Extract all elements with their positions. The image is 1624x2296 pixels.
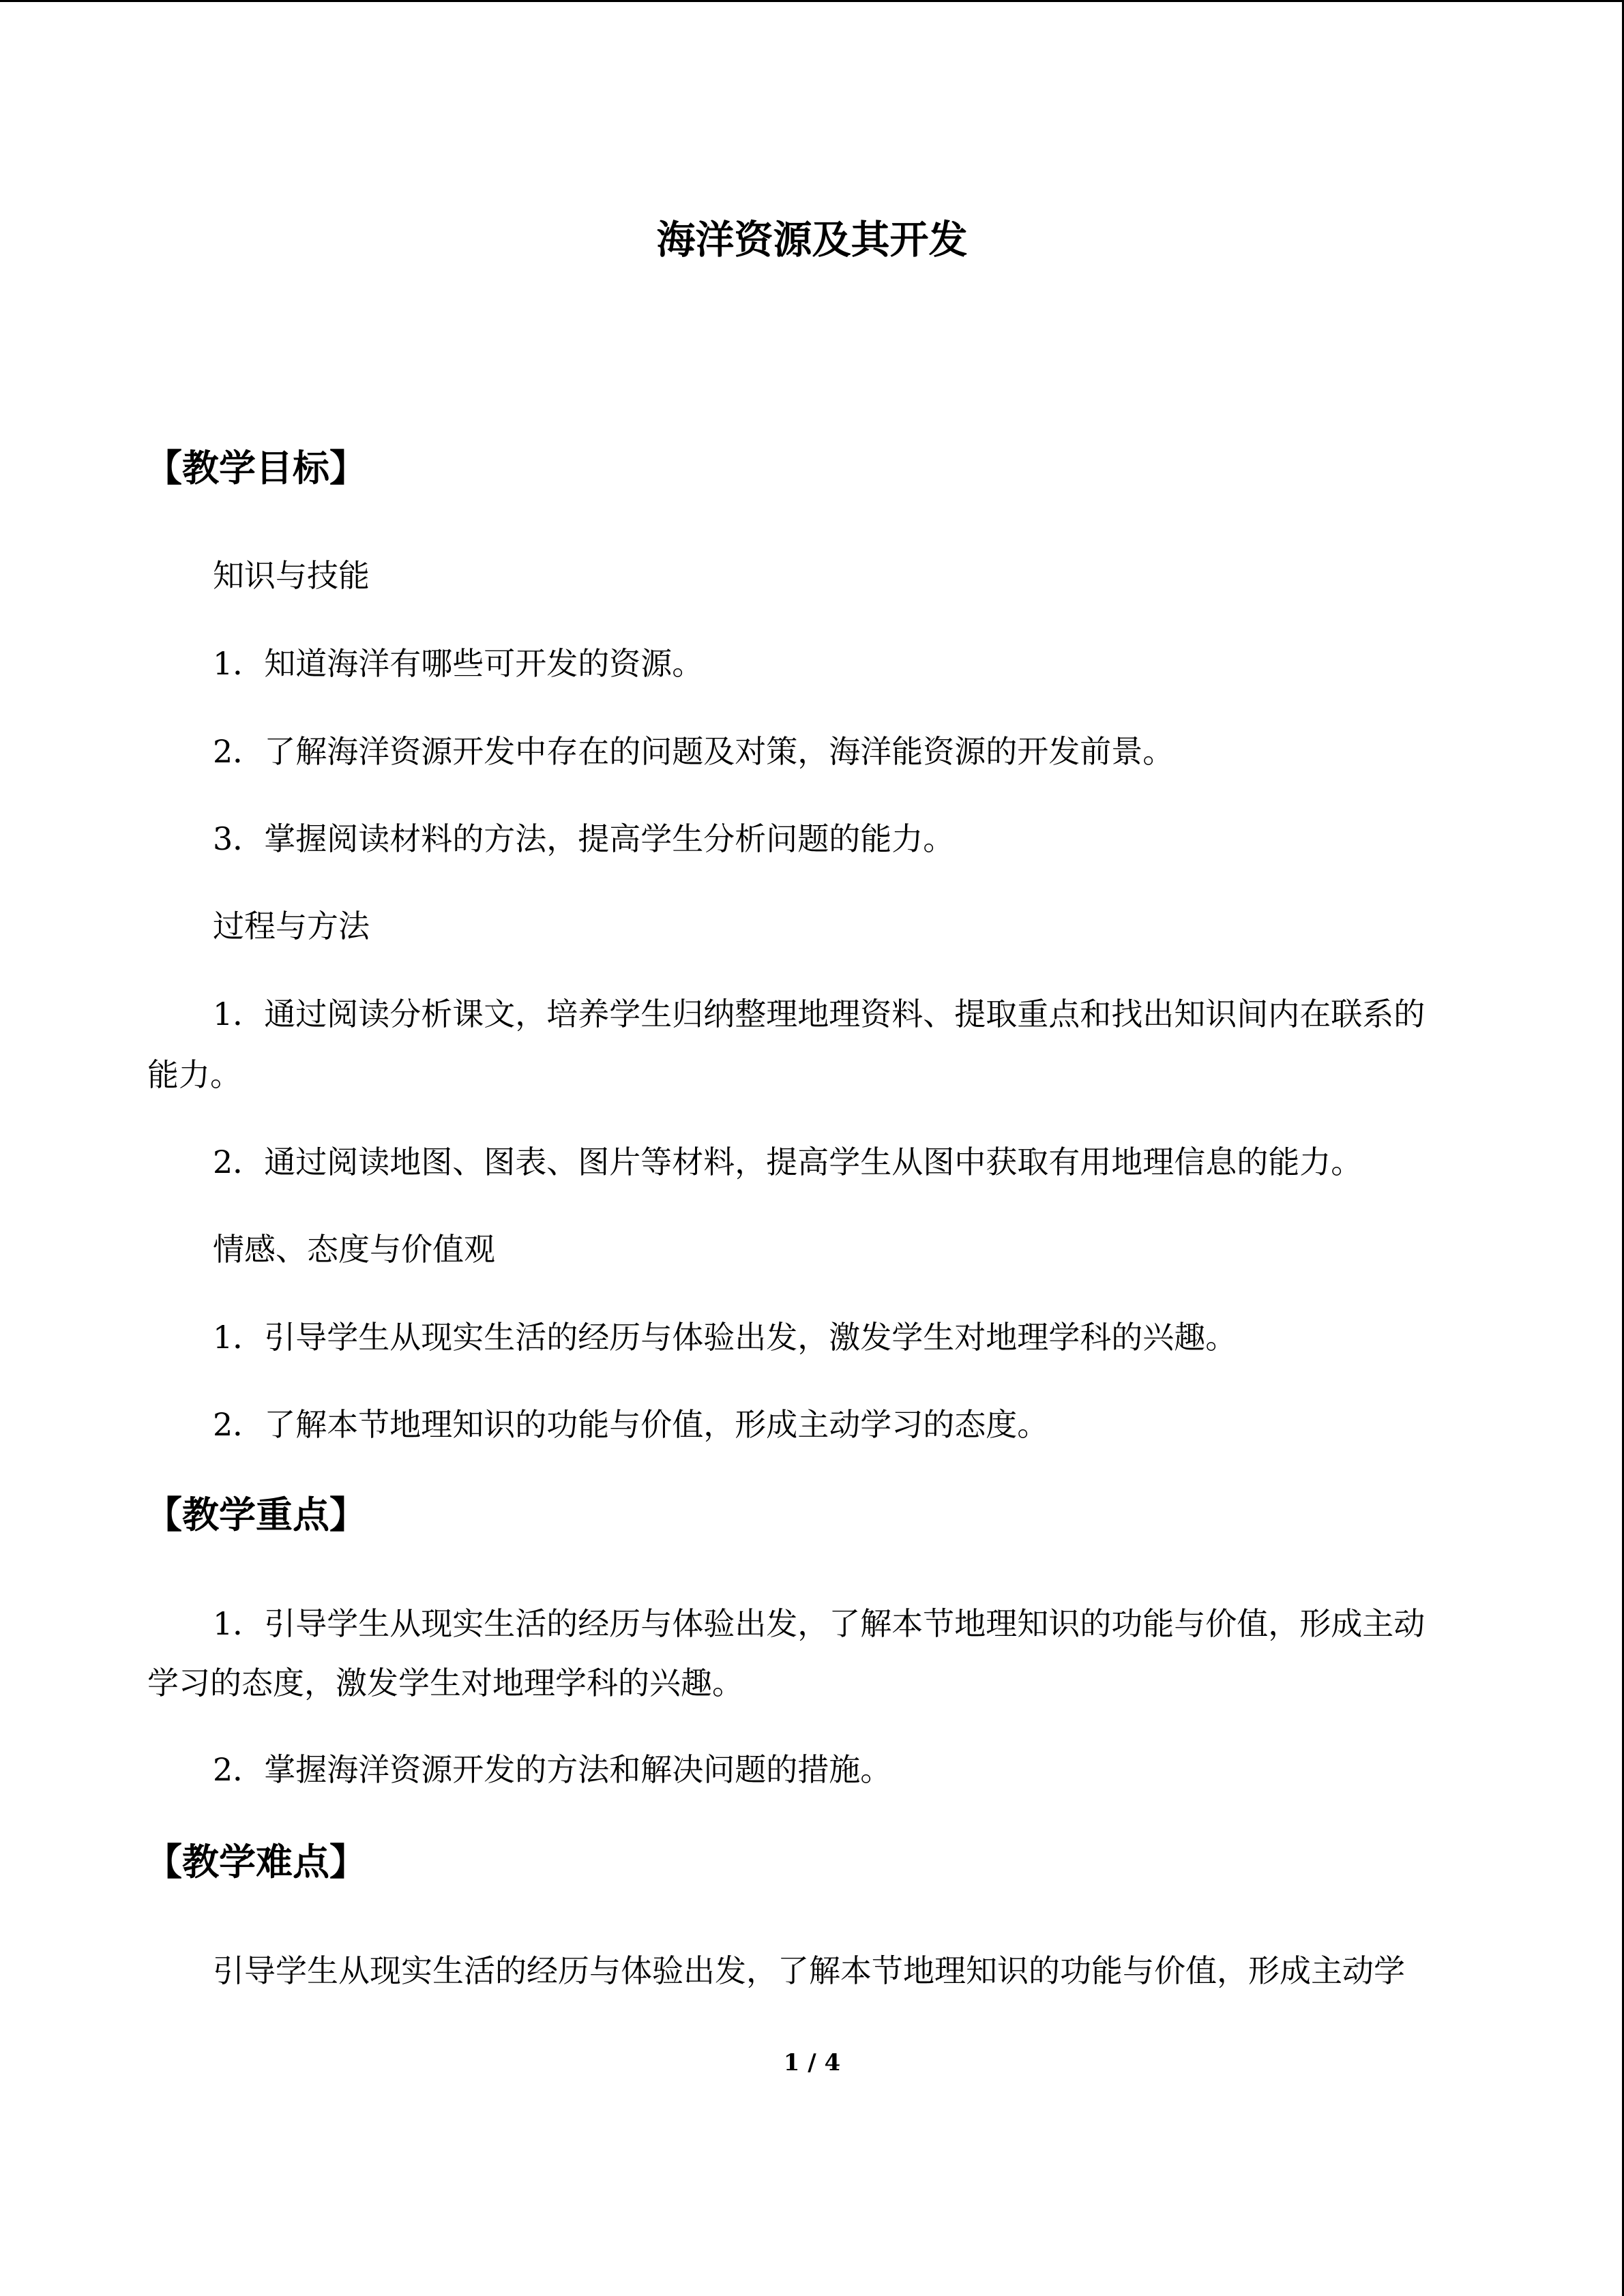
page-top-border (0, 0, 1624, 2)
process-item-1-line-2: 能力。 (147, 1056, 241, 1093)
section-heading-key-points: 【教学重点】 (145, 1493, 366, 1536)
section-heading-objectives: 【教学目标】 (145, 446, 366, 490)
key-point-item-1-line-2: 学习的态度，激发学生对地理学科的兴趣。 (147, 1665, 743, 1701)
emotion-item-1: 1．引导学生从现实生活的经历与体验出发，激发学生对地理学科的兴趣。 (213, 1319, 1237, 1356)
knowledge-item-3: 3．掌握阅读材料的方法，提高学生分析问题的能力。 (213, 820, 955, 857)
knowledge-item-1: 1．知道海洋有哪些可开发的资源。 (213, 645, 704, 682)
subheading-process-methods: 过程与方法 (213, 908, 370, 944)
subheading-knowledge-skills: 知识与技能 (213, 557, 370, 594)
key-point-item-2: 2．掌握海洋资源开发的方法和解决问题的措施。 (213, 1751, 892, 1788)
process-item-2: 2．通过阅读地图、图表、图片等材料，提高学生从图中获取有用地理信息的能力。 (213, 1144, 1363, 1180)
subheading-emotion-values: 情感、态度与价值观 (213, 1231, 495, 1268)
key-point-item-1-line-1: 1．引导学生从现实生活的经历与体验出发，了解本节地理知识的功能与价值，形成主动 (213, 1605, 1426, 1642)
process-item-1-line-1: 1．通过阅读分析课文，培养学生归纳整理地理资料、提取重点和找出知识间内在联系的 (213, 996, 1426, 1032)
difficulty-line-1: 引导学生从现实生活的经历与体验出发，了解本节地理知识的功能与价值，形成主动学 (213, 1952, 1405, 1989)
document-title: 海洋资源及其开发 (656, 217, 968, 263)
page-number: 1 / 4 (783, 2049, 841, 2076)
emotion-item-2: 2．了解本节地理知识的功能与价值，形成主动学习的态度。 (213, 1406, 1049, 1443)
section-heading-difficulties: 【教学难点】 (145, 1840, 366, 1883)
knowledge-item-2: 2．了解海洋资源开发中存在的问题及对策，海洋能资源的开发前景。 (213, 733, 1175, 770)
